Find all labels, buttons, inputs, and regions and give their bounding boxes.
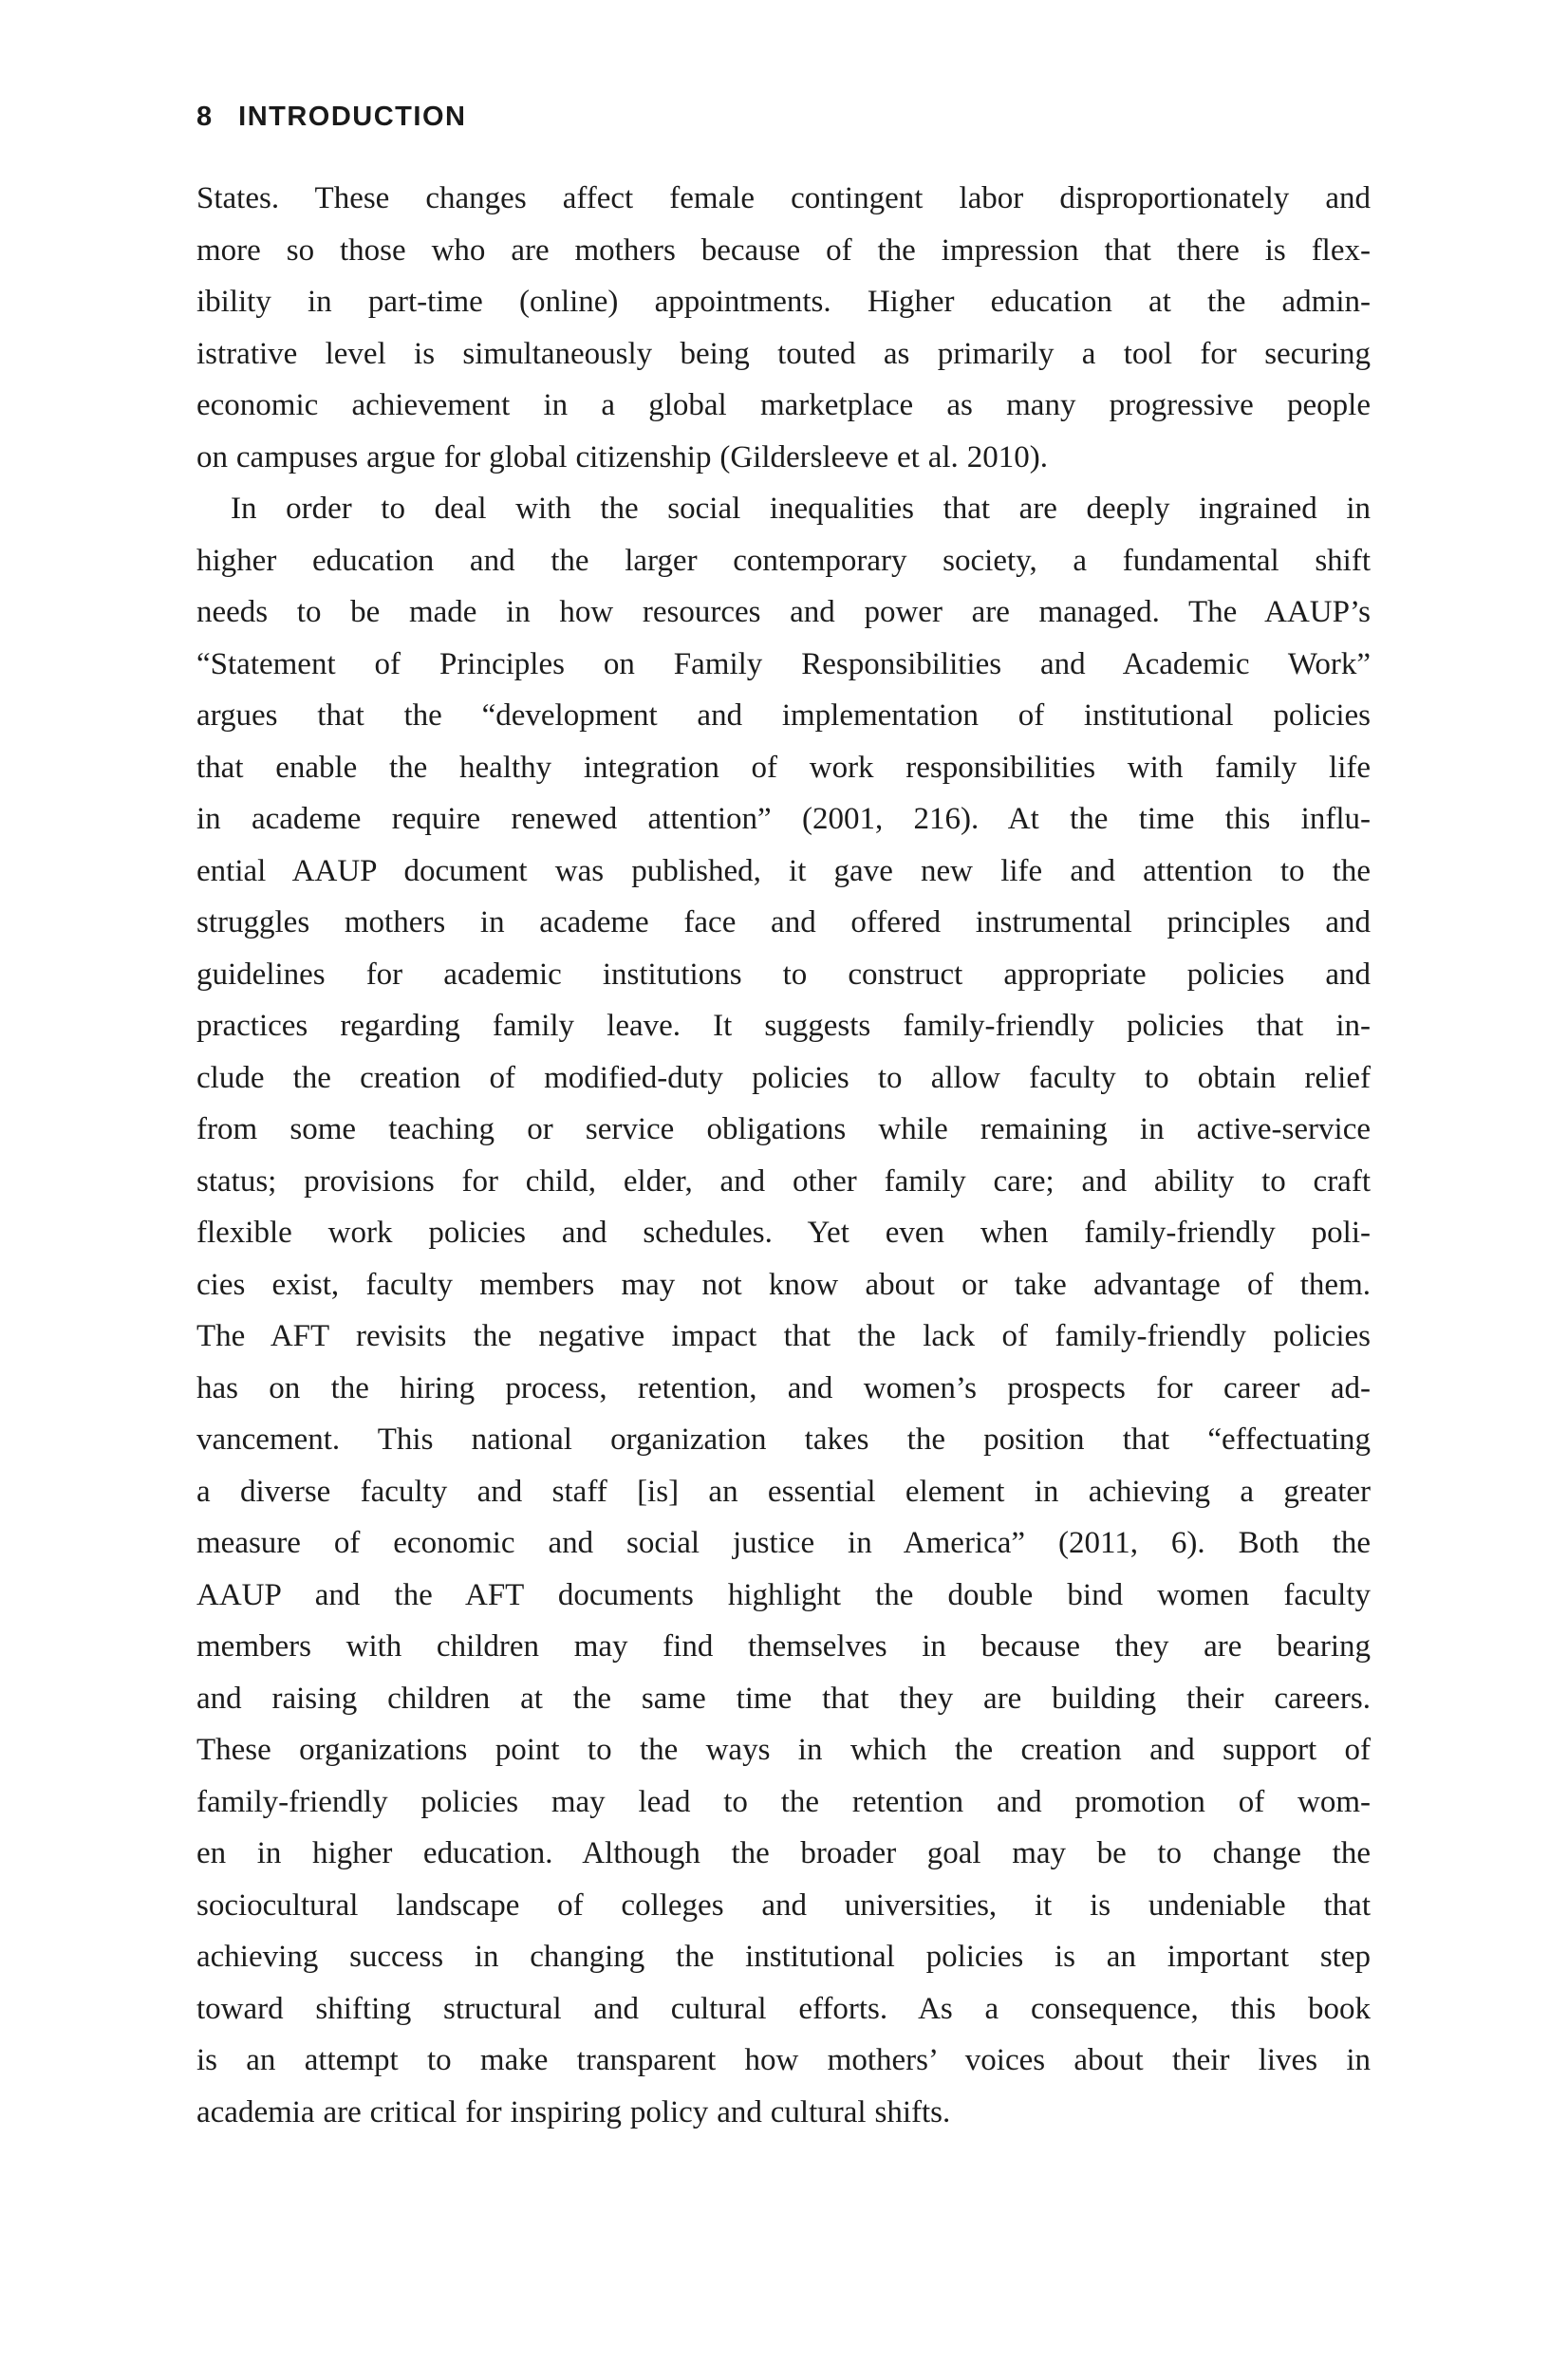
text-line: struggles mothers in academe face and offered instrumental principles and (196, 905, 1371, 939)
text-line: from some teaching or service obligations while remaining in active-service (196, 1112, 1371, 1146)
text-line: has on the hiring process, retention, and women’s prospects for career ad- (196, 1370, 1371, 1405)
text-line: ibility in part-time (online) appointments. Higher education at the admin- (196, 285, 1371, 319)
text-line: economic achievement in a global marketplace as many progressive people (196, 388, 1371, 422)
text-line: family-friendly policies may lead to the retention and promotion of wom- (196, 1784, 1371, 1819)
body-text (196, 173, 1371, 2138)
text-line: measure of economic and social justice in America” (2011, 6). Both the (196, 1526, 1371, 1560)
text-line: argues that the “development and implementation of institutional policies (196, 698, 1371, 733)
text-line: ential AAUP document was published, it gave new life and attention to the (196, 853, 1371, 888)
text-line: and raising children at the same time that they are building their careers. (196, 1681, 1371, 1716)
text-line: status; provisions for child, elder, and other family care; and ability to craft (196, 1163, 1371, 1199)
text-line: cies exist, faculty members may not know about or take advantage of them. (196, 1267, 1371, 1302)
text-line: The AFT revisits the negative impact that the lack of family-friendly policies (196, 1319, 1371, 1353)
text-line: more so those who are mothers because of the impression that there is flex- (196, 232, 1371, 268)
text-line: “Statement of Principles on Family Responsibilities and Academic Work” (196, 646, 1371, 681)
text-line: These organizations point to the ways in which the creation and support of (196, 1733, 1371, 1767)
text-line: vancement. This national organization takes the position that “effectuating (196, 1422, 1371, 1457)
text-line: a diverse faculty and staff [is] an essential element in achieving a greater (196, 1474, 1371, 1509)
text-line: guidelines for academic institutions to construct appropriate policies and (196, 957, 1371, 992)
text-line: practices regarding family leave. It suggests family-friendly policies that in- (196, 1009, 1371, 1043)
text-line: is an attempt to make transparent how mothers’ voices about their lives in (196, 2043, 1371, 2077)
section-title: INTRODUCTION (238, 102, 467, 132)
text-line: toward shifting structural and cultural efforts. As a consequence, this book (196, 1991, 1371, 2026)
text-line: in academe require renewed attention” (2001, 216). At the time this influ- (196, 802, 1371, 836)
text-line: flexible work policies and schedules. Yet even when family-friendly poli- (196, 1216, 1371, 1250)
text-line: States. These changes affect female contingent labor disproportionately and (196, 181, 1371, 215)
text-line: In order to deal with the social inequalities that are deeply ingrained in (231, 492, 1371, 526)
text-line: AAUP and the AFT documents highlight the double bind women faculty (196, 1577, 1371, 1612)
text-line: members with children may find themselves in because they are bearing (196, 1629, 1371, 1664)
page-number: 8 (196, 102, 213, 132)
text-line: that enable the healthy integration of work responsibilities with family life (196, 750, 1371, 785)
text-line: higher education and the larger contemporary society, a fundamental shift (196, 543, 1371, 578)
running-head (196, 102, 466, 131)
text-line: needs to be made in how resources and power are managed. The AAUP’s (196, 595, 1371, 629)
text-line: clude the creation of modified-duty policies to allow faculty to obtain relief (196, 1060, 1371, 1095)
text-line: en in higher education. Although the broader goal may be to change the (196, 1836, 1371, 1870)
text-line: sociocultural landscape of colleges and universities, it is undeniable that (196, 1887, 1371, 1923)
text-line: achieving success in changing the institutional policies is an important step (196, 1940, 1371, 1974)
text-line: istrative level is simultaneously being touted as primarily a tool for securing (196, 336, 1371, 371)
text-line: academia are critical for inspiring policy and cultural shifts. (196, 2094, 951, 2129)
text-line: on campuses argue for global citizenship (Gildersleeve et al. 2010). (196, 439, 1048, 474)
